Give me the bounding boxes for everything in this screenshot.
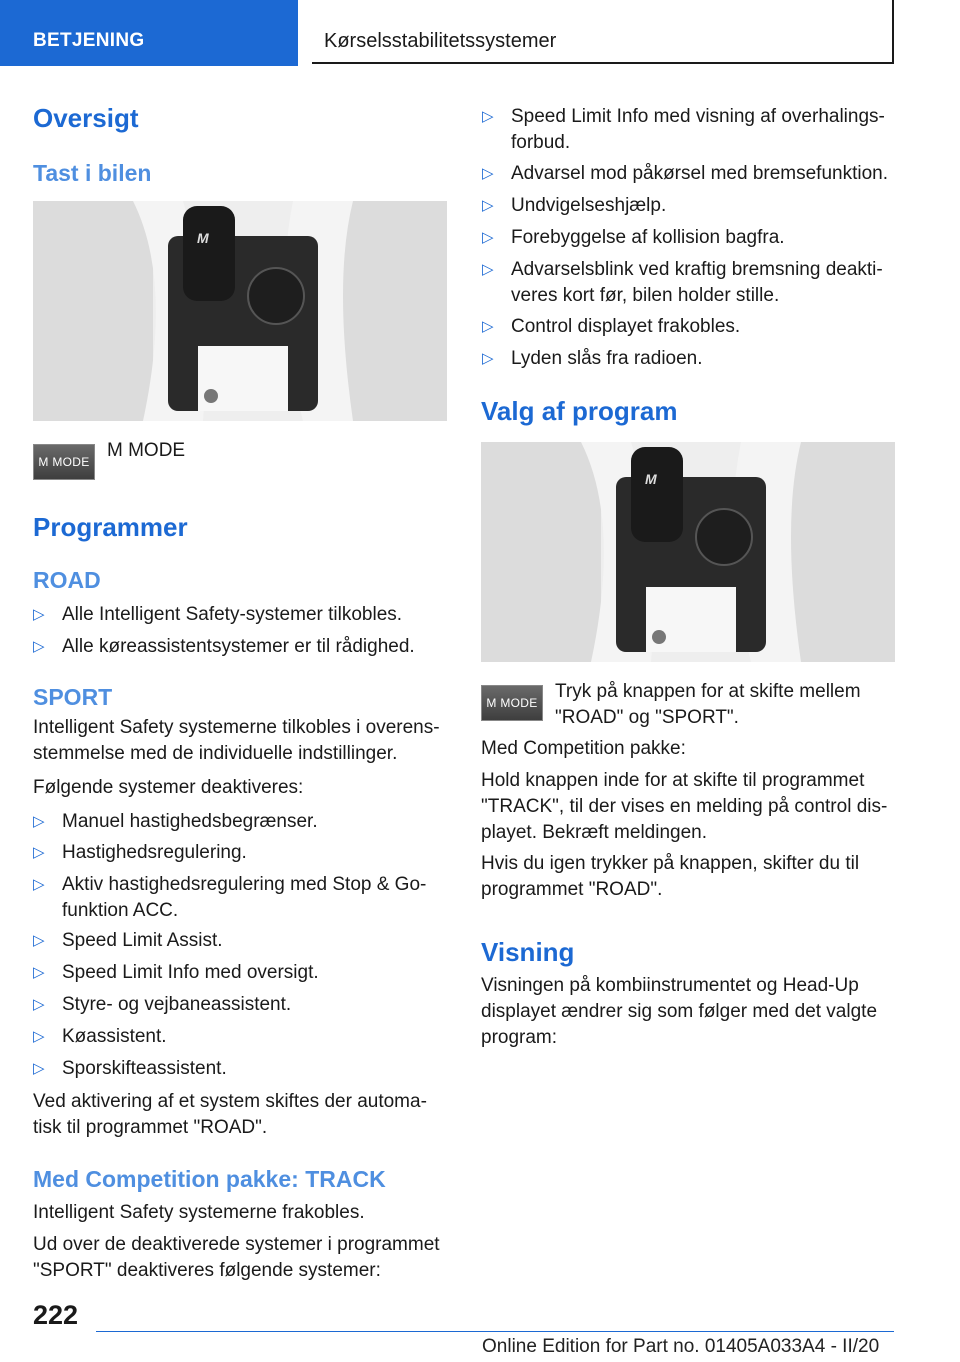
gear-selector-console-image [33,201,447,421]
heading-tast-i-bilen: Tast i bilen [33,160,152,186]
heading-valg-af-program: Valg af program [481,396,678,426]
list-item: ▷ Styre- og vejbaneassistent. [33,992,291,1018]
paragraph: Hvis du igen trykker på knappen, skifter du til [481,853,860,874]
list-item: ▷ Forebyggelse af kollision bagfra. [482,225,785,251]
bullet-triangle-icon: ▷ [482,197,494,214]
header-section-tab [0,0,298,66]
list-item: ▷ Alle køreassistentsystemer er til rådighed. [33,634,415,660]
bullet-triangle-icon: ▷ [33,876,45,893]
list-item: ▷ Alle Intelligent Safety-systemer tilkobles. [33,602,402,628]
header-chapter-box [312,0,894,64]
page-number: 222 [33,1300,79,1330]
list-item: ▷ Hastighedsregulering. [33,840,247,866]
bullet-triangle-icon: ▷ [482,229,494,246]
list-item: ▷ Sporskifteassistent. [33,1056,227,1082]
paragraph: Intelligent Safety systemerne tilkobles i overens‐ [33,717,440,738]
paragraph: Visningen på kombiinstrumentet og Head-Up [481,975,859,996]
m-mode-button-icon: M MODE [481,685,543,721]
bullet-triangle-icon: ▷ [33,813,45,830]
bullet-triangle-icon: ▷ [33,996,45,1013]
paragraph: Med Competition pakke: [481,738,686,759]
paragraph: Hold knappen inde for at skifte til programmet [481,770,865,791]
list-item: ▷ Speed Limit Info med visning af overhalings‐ forbud. [482,106,885,153]
list-item: ▷ Lyden slås fra radioen. [482,346,703,372]
paragraph: Følgende systemer deaktiveres: [33,777,304,798]
bullet-triangle-icon: ▷ [33,638,45,655]
heading-track: Med Competition pakke: TRACK [33,1166,386,1192]
paragraph: "SPORT" deaktiveres følgende systemer: [33,1260,381,1281]
list-item: ▷ Aktiv hastighedsregulering med Stop & Go- funktion ACC. [33,874,427,921]
m-mode-caption: M MODE [107,440,186,461]
m-mode-button-icon: M MODE [33,444,95,480]
list-item: ▷ Speed Limit Info med oversigt. [33,960,319,986]
footer-edition: Online Edition for Part no. 01405A033A4 - II/20 [482,1336,880,1357]
gear-selector-console-image [481,442,895,662]
bullet-triangle-icon: ▷ [482,261,494,278]
bullet-triangle-icon: ▷ [482,165,494,182]
heading-programmer: Programmer [33,512,188,542]
paragraph: playet. Bekræft meldingen. [481,822,708,843]
list-item: ▷ Advarselsblink ved kraftig bremsning deakti‐ veres kort før, bilen holder stille. [482,259,883,306]
paragraph: "ROAD" og "SPORT". [555,707,739,728]
bullet-triangle-icon: ▷ [33,1060,45,1077]
heading-visning: Visning [481,937,575,967]
console-photo-bottom [481,442,895,662]
list-item: ▷ Køassistent. [33,1024,167,1050]
paragraph: Intelligent Safety systemerne frakobles. [33,1202,365,1223]
heading-oversigt: Oversigt [33,103,139,133]
list-item: ▷ Advarsel mod påkørsel med bremsefunktion. [482,161,888,187]
bullet-triangle-icon: ▷ [482,108,494,125]
paragraph: programmet "ROAD". [481,879,663,900]
list-item: ▷ Control displayet frakobles. [482,314,740,340]
paragraph: Ved aktivering af et system skiftes der automa‐ [33,1091,427,1112]
paragraph: Ud over de deaktiverede systemer i programmet [33,1234,440,1255]
svg-text:M: M [645,471,657,487]
bullet-triangle-icon: ▷ [33,932,45,949]
paragraph: stemmelse med de individuelle indstillinger. [33,743,398,764]
footer-divider [96,1331,894,1332]
paragraph: "TRACK", til der vises en melding på control dis‐ [481,796,888,817]
paragraph: tisk til programmet "ROAD". [33,1117,268,1138]
paragraph: Tryk på knappen for at skifte mellem [555,681,861,702]
heading-road: ROAD [33,567,101,593]
bullet-triangle-icon: ▷ [482,318,494,335]
bullet-triangle-icon: ▷ [33,1028,45,1045]
header-chapter-label: Kørselsstabilitetssystemer [324,30,557,52]
bullet-triangle-icon: ▷ [482,350,494,367]
bullet-triangle-icon: ▷ [33,606,45,623]
list-item: ▷ Undvigelseshjælp. [482,193,666,219]
header-section-label: BETJENING [33,30,145,51]
console-photo-top [33,201,447,421]
paragraph: displayet ændrer sig som følger med det valgte [481,1001,878,1022]
bullet-triangle-icon: ▷ [33,844,45,861]
list-item: ▷ Speed Limit Assist. [33,928,223,954]
list-item: ▷ Manuel hastighedsbegrænser. [33,809,318,835]
paragraph: program: [481,1027,558,1048]
svg-text:M: M [197,230,209,246]
bullet-triangle-icon: ▷ [33,964,45,981]
heading-sport: SPORT [33,684,113,710]
